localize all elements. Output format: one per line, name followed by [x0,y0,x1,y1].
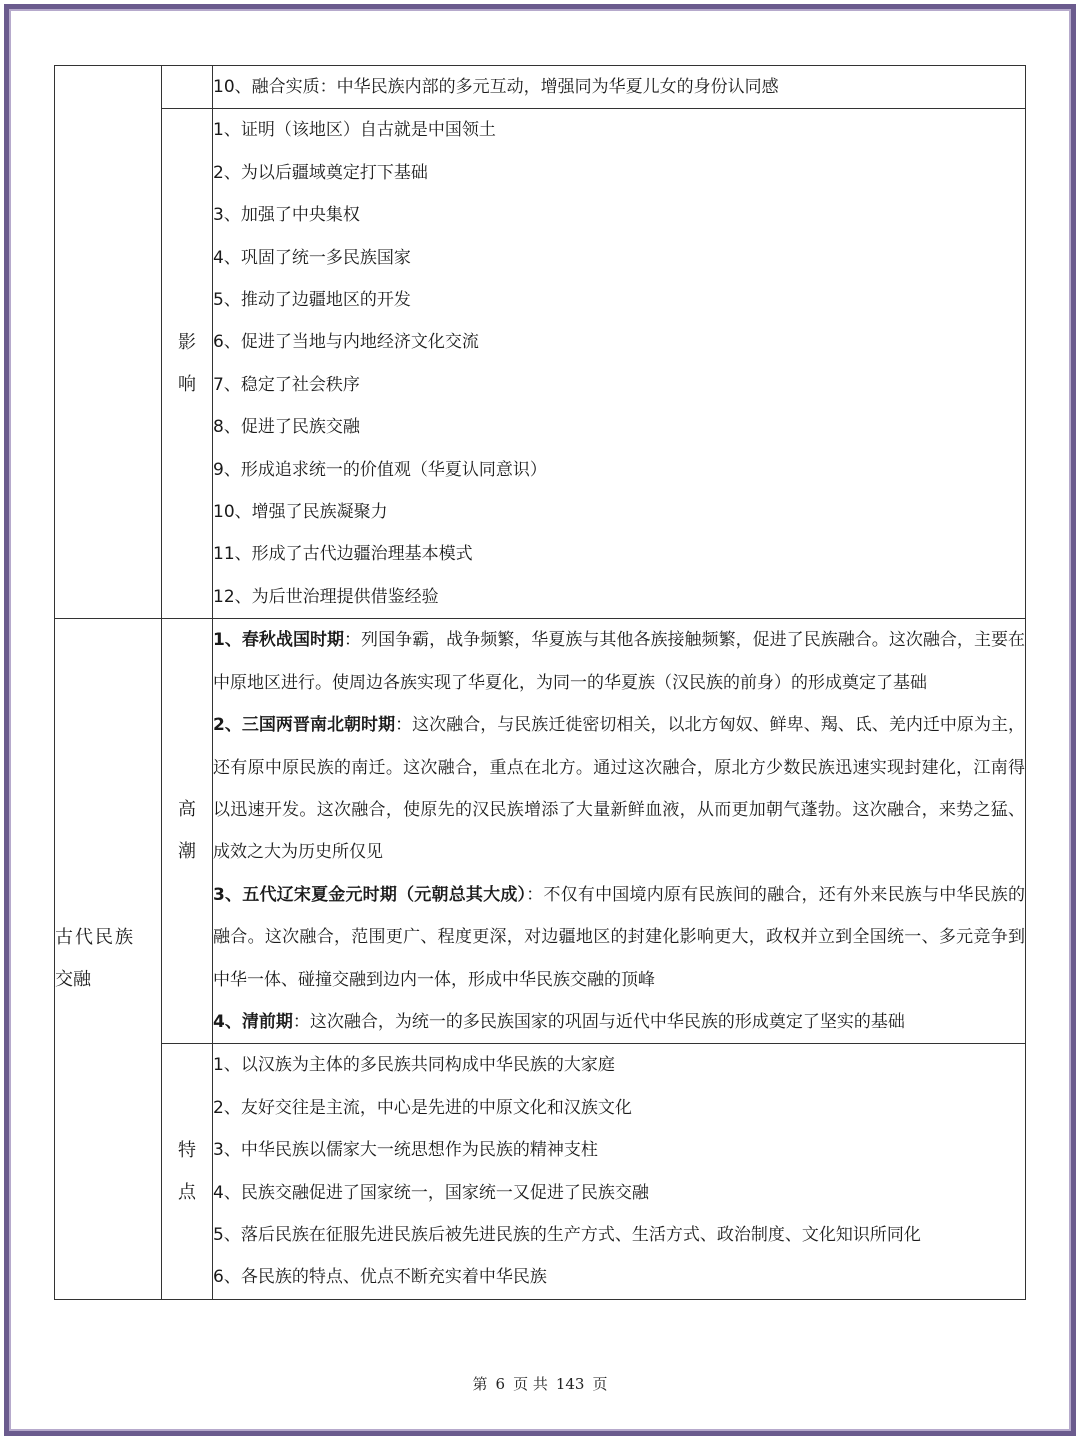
table-row [55,1044,1026,1299]
list-item: 1、以汉族为主体的多民族共同构成中华民族的大家庭 [213,1055,615,1076]
list-item: 1、证明（该地区）自古就是中国领土 [213,120,496,141]
list-item: 2、三国两晋南北朝时期：这次融合，与民族迁徙密切相关，以北方匈奴、鲜卑、羯、氐、羌内迁中原为主，还有原中原民族的南迁。这次融合，重点在北方。通过这次融合，原北方少数民族迅速实现封建化，江南得以迅速开发。这次融合，使原先的汉民族增添了大量新鲜血液，从而更加朝气蓬勃。这次融合，来势之猛、成效之大为历史所仅见 [213,715,1025,863]
list-item: 2、为以后疆域奠定打下基础 [213,162,428,183]
list-item: 5、落后民族在征服先进民族后被先进民族的生产方式、生活方式、政治制度、文化知识所同化 [213,1224,921,1245]
list-item: 10、增强了民族凝聚力 [213,502,388,523]
table-row [55,66,1026,109]
section-title-line2: 交融 [55,969,91,991]
sub-label-yingxiang: 影 响 [162,109,213,619]
list-item: 7、稳定了社会秩序 [213,374,360,395]
list-item: 4、巩固了统一多民族国家 [213,247,411,268]
list-item: 2、友好交往是主流，中心是先进的中原文化和汉族文化 [213,1097,632,1118]
section-cell-previous [55,66,162,619]
list-item: 6、各民族的特点、优点不断充实着中华民族 [213,1267,547,1288]
list-item: 9、形成追求统一的价值观（华夏认同意识） [213,459,547,480]
gaochao-list [213,619,1026,1044]
content-cell [213,66,1026,109]
list-item: 4、民族交融促进了国家统一，国家统一又促进了民族交融 [213,1182,649,1203]
list-item: 4、清前期：这次融合，为统一的多民族国家的巩固与近代中华民族的形成奠定了坚实的基础 [213,1011,905,1032]
list-item: 1、春秋战国时期：列国争霸，战争频繁，华夏族与其他各族接触频繁，促进了民族融合。这次融合，主要在中原地区进行。使周边各族实现了华夏化，为同一的华夏族（汉民族的前身）的形成奠定了基础 [213,630,1025,693]
page-footer: 第 6 页 共 143 页 [472,1375,608,1393]
list-item: 3、五代辽宋夏金元时期（元朝总其大成）：不仅有中国境内原有民族间的融合，还有外来民族与中华民族的融合。这次融合，范围更广、程度更深，对边疆地区的封建化影响更大，政权并立到全国统一、多元竞争到中华一体、碰撞交融到边内一体，形成中华民族交融的顶峰 [213,884,1026,990]
tedian-list [213,1044,1026,1299]
list-item: 10、融合实质：中华民族内部的多元互动，增强同为华夏儿女的身份认同感 [213,77,779,97]
list-item: 5、推动了边疆地区的开发 [213,290,411,311]
sub-label-gaochao: 高 潮 [162,619,213,1044]
list-item: 3、加强了中央集权 [213,205,360,226]
list-item: 8、促进了民族交融 [213,417,360,438]
sub-label-cell-empty [162,66,213,109]
section-title-cell [55,619,162,1300]
section-title-line1: 古代民族 [55,927,135,949]
yingxiang-list [213,109,1026,619]
list-item: 11、形成了古代边疆治理基本模式 [213,544,473,565]
sub-label-tedian: 特 点 [162,1044,213,1299]
content-table [54,65,1026,1300]
list-item: 3、中华民族以儒家大一统思想作为民族的精神支柱 [213,1140,598,1161]
list-item: 6、促进了当地与内地经济文化交流 [213,332,479,353]
page-total: 143 [555,1375,585,1393]
page-number: 6 [495,1375,506,1393]
table-row [55,619,1026,1044]
table-row [55,109,1026,619]
list-item: 12、为后世治理提供借鉴经验 [213,586,439,607]
